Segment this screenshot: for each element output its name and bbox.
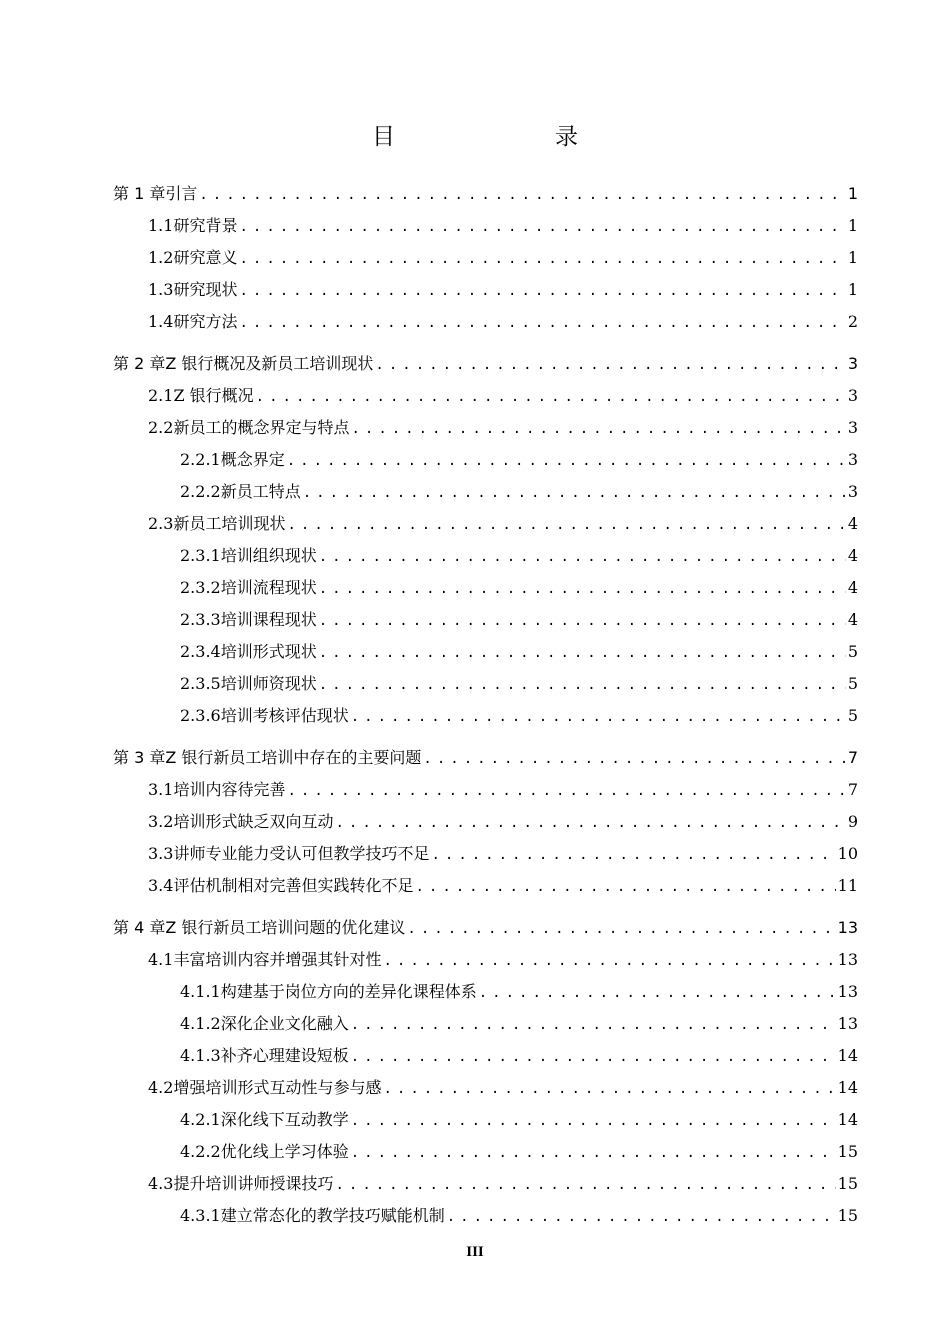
toc-entry-label: Z 银行新员工培训中存在的主要问题: [165, 748, 422, 767]
toc-entry-number: 第 4 章: [113, 918, 166, 937]
toc-entry-number: 2.3.2: [180, 578, 221, 597]
toc-entry-number: 4.3: [148, 1174, 174, 1193]
toc-section-entry[interactable]: [148, 276, 858, 300]
toc-entry-label: 引言: [165, 184, 198, 203]
toc-section-entry[interactable]: [148, 872, 858, 896]
toc-entry-number: 4.2.1: [180, 1110, 221, 1129]
toc-entry-page-number: 5: [847, 642, 858, 661]
toc-entry-page-number: 4: [847, 546, 858, 565]
toc-entry-page-number: 3: [847, 450, 858, 469]
toc-entry-label: 研究意义: [173, 248, 238, 267]
toc-entry-number: 2.2: [148, 418, 174, 437]
toc-dot-leader: [351, 1144, 836, 1162]
toc-entry-page-number: 4: [847, 578, 858, 597]
toc-entry-label: 深化线下互动教学: [220, 1110, 349, 1129]
toc-entry-number: 4.1.2: [180, 1014, 221, 1033]
toc-entry-page-number: 1: [847, 184, 858, 203]
toc-dot-leader: [407, 920, 835, 938]
toc-entry-number: 4.3.1: [180, 1206, 221, 1225]
toc-entry-label: 新员工培训现状: [173, 514, 286, 533]
toc-entry-label: Z 银行概况及新员工培训现状: [165, 354, 374, 373]
toc-entry-page-number: 7: [847, 748, 858, 767]
toc-section-entry[interactable]: [148, 946, 858, 970]
toc-entry-label: 新员工的概念界定与特点: [173, 418, 350, 437]
toc-entry-number: 1.4: [148, 312, 174, 331]
toc-section-entry[interactable]: [180, 606, 858, 630]
toc-section-entry[interactable]: [180, 478, 858, 502]
toc-dot-leader: [239, 282, 845, 300]
toc-dot-leader: [383, 952, 835, 970]
toc-dot-leader: [415, 878, 835, 896]
toc-entry-label: 构建基于岗位方向的差异化课程体系: [220, 982, 477, 1001]
toc-entry-page-number: 13: [837, 982, 858, 1001]
toc-entry-label: 培训课程现状: [220, 610, 317, 629]
toc-entry-label: 补齐心理建设短板: [220, 1046, 349, 1065]
toc-entry-number: 2.2.1: [180, 450, 221, 469]
toc-entry-page-number: 4: [847, 610, 858, 629]
toc-entry-number: 第 1 章: [113, 184, 166, 203]
toc-section-entry[interactable]: [148, 510, 858, 534]
toc-entry-label: Z 银行概况: [173, 386, 254, 405]
toc-section-entry[interactable]: [148, 308, 858, 332]
toc-section-entry[interactable]: [180, 1106, 858, 1130]
toc-dot-leader: [199, 186, 845, 204]
toc-entry-number: 2.3: [148, 514, 174, 533]
toc-dot-leader: [351, 1048, 836, 1066]
toc-entry-number: 2.3.3: [180, 610, 221, 629]
toc-dot-leader: [335, 814, 845, 832]
toc-entry-label: 深化企业文化融入: [220, 1014, 349, 1033]
toc-entry-number: 1.2: [148, 248, 174, 267]
toc-section-entry[interactable]: [180, 1010, 858, 1034]
toc-entry-page-number: 5: [847, 674, 858, 693]
toc-entry-page-number: 3: [847, 386, 858, 405]
toc-entry-number: 1.3: [148, 280, 174, 299]
toc-section-entry[interactable]: [180, 574, 858, 598]
toc-entry-page-number: 3: [847, 354, 858, 373]
toc-section-entry[interactable]: [148, 808, 858, 832]
toc-section-entry[interactable]: [180, 542, 858, 566]
toc-dot-leader: [447, 1208, 836, 1226]
toc-section-entry[interactable]: [148, 840, 858, 864]
toc-dot-leader: [319, 676, 846, 694]
toc-entry-page-number: 14: [837, 1046, 858, 1065]
toc-entry-number: 3.1: [148, 780, 174, 799]
toc-dot-leader: [319, 548, 846, 566]
toc-entry-page-number: 13: [837, 1014, 858, 1033]
toc-dot-leader: [351, 708, 846, 726]
toc-dot-leader: [479, 984, 836, 1002]
toc-section-entry[interactable]: [180, 1042, 858, 1066]
toc-dot-leader: [256, 388, 846, 406]
toc-entry-page-number: 14: [837, 1110, 858, 1129]
toc-section-entry[interactable]: [148, 776, 858, 800]
toc-entry-number: 3.2: [148, 812, 174, 831]
toc-dot-leader: [303, 484, 846, 502]
toc-entry-page-number: 3: [847, 418, 858, 437]
toc-entry-number: 2.3.1: [180, 546, 221, 565]
toc-entry-number: 4.2.2: [180, 1142, 221, 1161]
toc-entry-number: 2.3.5: [180, 674, 221, 693]
toc-section-entry[interactable]: [180, 1138, 858, 1162]
toc-entry-label: 培训形式现状: [220, 642, 317, 661]
toc-dot-leader: [351, 1112, 836, 1130]
toc-section-entry[interactable]: [148, 414, 858, 438]
toc-entry-number: 4.2: [148, 1078, 174, 1097]
toc-entry-label: Z 银行新员工培训问题的优化建议: [165, 918, 406, 937]
toc-entry-label: 增强培训形式互动性与参与感: [173, 1078, 382, 1097]
toc-dot-leader: [319, 612, 846, 630]
toc-chapter-entry[interactable]: [113, 180, 858, 204]
toc-entry-label: 概念界定: [220, 450, 285, 469]
toc-entry-number: 4.1.3: [180, 1046, 221, 1065]
toc-entry-number: 2.1: [148, 386, 174, 405]
toc-dot-leader: [351, 1016, 836, 1034]
toc-entry-number: 2.2.2: [180, 482, 221, 501]
toc-section-entry[interactable]: [148, 382, 858, 406]
toc-section-entry[interactable]: [180, 638, 858, 662]
toc-entry-page-number: 11: [837, 876, 858, 895]
toc-section-entry[interactable]: [148, 212, 858, 236]
toc-dot-leader: [431, 846, 835, 864]
toc-entry-label: 新员工特点: [220, 482, 301, 501]
toc-entry-number: 4.1: [148, 950, 174, 969]
toc-entry-number: 2.3.6: [180, 706, 221, 725]
toc-entry-label: 培训流程现状: [220, 578, 317, 597]
toc-entry-label: 建立常态化的教学技巧赋能机制: [220, 1206, 445, 1225]
toc-entry-label: 培训考核评估现状: [220, 706, 349, 725]
toc-entry-page-number: 2: [847, 312, 858, 331]
toc-section-entry[interactable]: [148, 1074, 858, 1098]
toc-entry-number: 2.3.4: [180, 642, 221, 661]
toc-entry-page-number: 13: [837, 918, 858, 937]
page-number-footer: III: [466, 1244, 484, 1260]
toc-entry-page-number: 14: [837, 1078, 858, 1097]
toc-section-entry[interactable]: [180, 978, 858, 1002]
toc-entry-label: 培训师资现状: [220, 674, 317, 693]
toc-entry-page-number: 10: [837, 844, 858, 863]
toc-entry-number: 第 2 章: [113, 354, 166, 373]
toc-section-entry[interactable]: [148, 244, 858, 268]
toc-chapter-entry[interactable]: [113, 914, 858, 938]
toc-dot-leader: [287, 516, 845, 534]
toc-section-entry[interactable]: [180, 446, 858, 470]
toc-entry-page-number: 7: [847, 780, 858, 799]
toc-dot-leader: [319, 644, 846, 662]
toc-entry-label: 优化线上学习体验: [220, 1142, 349, 1161]
toc-entry-page-number: 15: [837, 1174, 858, 1193]
toc-dot-leader: [335, 1176, 835, 1194]
toc-entry-number: 1.1: [148, 216, 174, 235]
toc-dot-leader: [287, 452, 846, 470]
toc-dot-leader: [423, 750, 845, 768]
toc-entry-number: 3.4: [148, 876, 174, 895]
toc-dot-leader: [383, 1080, 835, 1098]
toc-entry-page-number: 9: [847, 812, 858, 831]
toc-entry-page-number: 15: [837, 1206, 858, 1225]
toc-entry-page-number: 4: [847, 514, 858, 533]
toc-dot-leader: [351, 420, 845, 438]
toc-section-entry[interactable]: [148, 1170, 858, 1194]
toc-dot-leader: [239, 314, 845, 332]
toc-entry-label: 提升培训讲师授课技巧: [173, 1174, 334, 1193]
toc-chapter-entry[interactable]: [113, 350, 858, 374]
toc-chapter-entry[interactable]: [113, 744, 858, 768]
toc-dot-leader: [287, 782, 845, 800]
toc-dot-leader: [375, 356, 845, 374]
toc-entry-number: 第 3 章: [113, 748, 166, 767]
toc-entry-label: 研究现状: [173, 280, 238, 299]
toc-entry-label: 研究背景: [173, 216, 238, 235]
toc-section-entry[interactable]: [180, 1202, 858, 1226]
toc-entry-label: 研究方法: [173, 312, 238, 331]
toc-entry-page-number: 1: [847, 280, 858, 299]
toc-entry-label: 评估机制相对完善但实践转化不足: [173, 876, 414, 895]
toc-section-entry[interactable]: [180, 702, 858, 726]
toc-entry-number: 3.3: [148, 844, 174, 863]
toc-entry-page-number: 13: [837, 950, 858, 969]
toc-entry-label: 培训内容待完善: [173, 780, 286, 799]
toc-dot-leader: [239, 218, 845, 236]
toc-entry-page-number: 5: [847, 706, 858, 725]
toc-entry-page-number: 1: [847, 248, 858, 267]
toc-section-entry[interactable]: [180, 670, 858, 694]
toc-entry-label: 培训形式缺乏双向互动: [173, 812, 334, 831]
toc-entry-page-number: 1: [847, 216, 858, 235]
toc-dot-leader: [319, 580, 846, 598]
page-title: 目 录: [372, 124, 616, 150]
toc-dot-leader: [239, 250, 845, 268]
toc-entry-label: 培训组织现状: [220, 546, 317, 565]
toc-entry-page-number: 3: [847, 482, 858, 501]
toc-entry-label: 讲师专业能力受认可但教学技巧不足: [173, 844, 430, 863]
toc-entry-label: 丰富培训内容并增强其针对性: [173, 950, 382, 969]
toc-entry-number: 4.1.1: [180, 982, 221, 1001]
toc-entry-page-number: 15: [837, 1142, 858, 1161]
